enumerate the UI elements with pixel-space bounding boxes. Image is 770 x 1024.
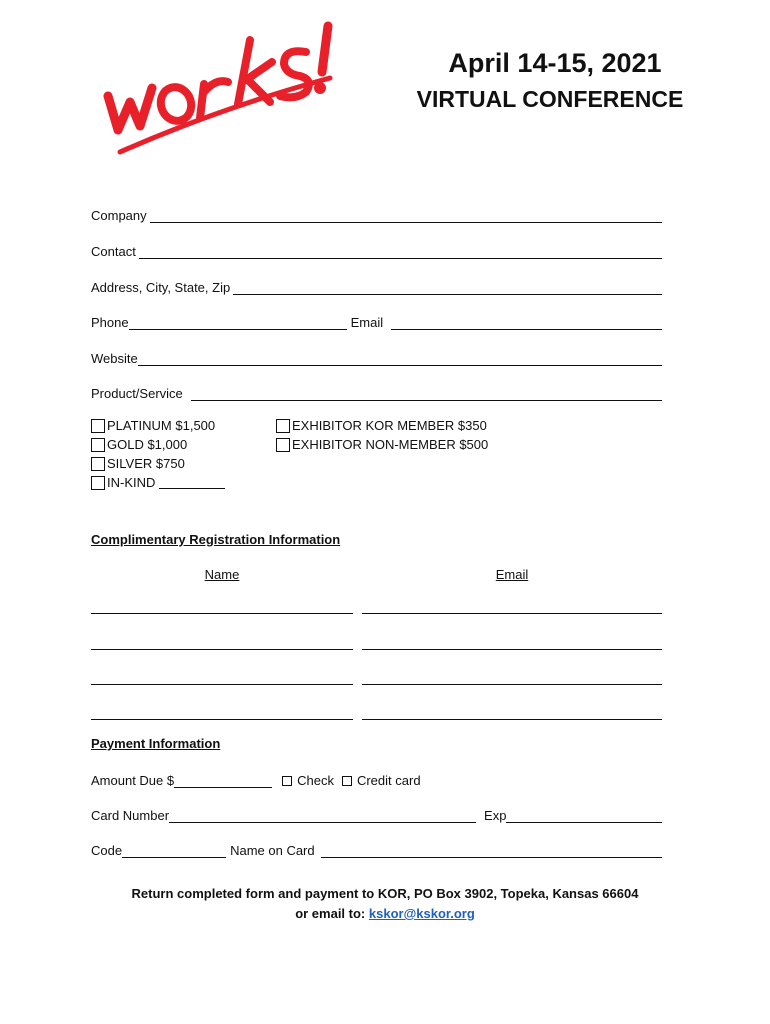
- amount-row: [91, 768, 491, 788]
- checkbox-inkind[interactable]: [91, 476, 105, 490]
- email-column-header: Email: [495, 567, 529, 582]
- name-on-card-label: Name on Card: [230, 843, 315, 858]
- website-field[interactable]: [138, 351, 662, 366]
- email-label: Email: [350, 315, 384, 330]
- check-option[interactable]: [282, 773, 334, 788]
- product-field[interactable]: [191, 386, 662, 401]
- address-row: [91, 275, 662, 295]
- option-inkind-label: IN-KIND: [107, 475, 156, 490]
- company-row: [91, 203, 662, 223]
- amount-due-field[interactable]: [174, 773, 272, 788]
- inkind-field[interactable]: [159, 476, 225, 489]
- exp-label: Exp: [484, 808, 507, 823]
- phone-email-row: [91, 310, 662, 330]
- reg-name-line-4[interactable]: [91, 719, 353, 720]
- option-platinum-label: PLATINUM $1,500: [107, 418, 216, 433]
- email-field[interactable]: [391, 315, 662, 330]
- reg-email-line-1[interactable]: [362, 613, 662, 614]
- registration-heading: Complimentary Registration Information: [91, 532, 341, 547]
- return-instructions: Return completed form and payment to KOR, PO Box 3902, Topeka, Kansas 66604: [131, 886, 639, 901]
- reg-name-line-3[interactable]: [91, 684, 353, 685]
- website-row: [91, 346, 662, 366]
- name-on-card-field[interactable]: [321, 843, 662, 858]
- contact-row: [91, 239, 662, 259]
- credit-card-option[interactable]: [342, 773, 421, 788]
- sponsor-options-left: [91, 416, 225, 492]
- option-silver[interactable]: [91, 454, 225, 473]
- contact-label: Contact: [91, 244, 136, 259]
- website-label: Website: [91, 351, 138, 366]
- amount-due-label: Amount Due $: [91, 773, 175, 788]
- reg-email-line-4[interactable]: [362, 719, 662, 720]
- option-exhibitor-nonmember-label: EXHIBITOR NON-MEMBER $500: [292, 437, 489, 452]
- option-gold-label: GOLD $1,000: [107, 437, 188, 452]
- code-label: Code: [91, 843, 123, 858]
- option-silver-label: SILVER $750: [107, 456, 185, 471]
- checkbox-exhibitor-nonmember[interactable]: [276, 438, 290, 452]
- email-instructions: [0, 906, 770, 921]
- address-field[interactable]: [233, 280, 662, 295]
- phone-field[interactable]: [129, 315, 347, 330]
- credit-card-label: Credit card: [356, 773, 421, 788]
- company-label: Company: [91, 208, 147, 223]
- product-row: [91, 381, 662, 401]
- card-number-field[interactable]: [169, 808, 476, 823]
- checkbox-exhibitor-member[interactable]: [276, 419, 290, 433]
- reg-email-line-2[interactable]: [362, 649, 662, 650]
- card-number-row: [91, 803, 662, 823]
- reg-name-line-1[interactable]: [91, 613, 353, 614]
- option-gold[interactable]: [91, 435, 225, 454]
- credit-card-checkbox[interactable]: [342, 776, 352, 786]
- reg-name-line-2[interactable]: [91, 649, 353, 650]
- code-row: [91, 838, 662, 858]
- option-exhibitor-member[interactable]: [276, 416, 488, 435]
- name-column-header: Name: [204, 567, 240, 582]
- payment-heading: Payment Information: [91, 736, 221, 751]
- event-date: April 14-15, 2021: [448, 48, 662, 78]
- email-instructions-prefix: or email to:: [295, 906, 366, 921]
- checkbox-platinum[interactable]: [91, 419, 105, 433]
- card-number-label: Card Number: [91, 808, 170, 823]
- address-label: Address, City, State, Zip: [91, 280, 231, 295]
- option-inkind[interactable]: [91, 473, 225, 492]
- kskor-email-link[interactable]: kskor@kskor.org: [368, 906, 475, 921]
- option-platinum[interactable]: [91, 416, 225, 435]
- company-field[interactable]: [150, 208, 662, 223]
- check-label: Check: [297, 773, 334, 788]
- code-field[interactable]: [122, 843, 226, 858]
- checkbox-gold[interactable]: [91, 438, 105, 452]
- works-logo: [100, 18, 340, 158]
- option-exhibitor-nonmember[interactable]: [276, 435, 488, 454]
- exp-field[interactable]: [506, 808, 662, 823]
- contact-field[interactable]: [139, 244, 662, 259]
- event-title: VIRTUAL CONFERENCE: [416, 86, 684, 112]
- checkbox-silver[interactable]: [91, 457, 105, 471]
- check-checkbox[interactable]: [282, 776, 292, 786]
- phone-label: Phone: [91, 315, 129, 330]
- sponsor-options-right: [276, 416, 488, 454]
- product-label: Product/Service: [91, 386, 183, 401]
- reg-email-line-3[interactable]: [362, 684, 662, 685]
- option-exhibitor-member-label: EXHIBITOR KOR MEMBER $350: [292, 418, 487, 433]
